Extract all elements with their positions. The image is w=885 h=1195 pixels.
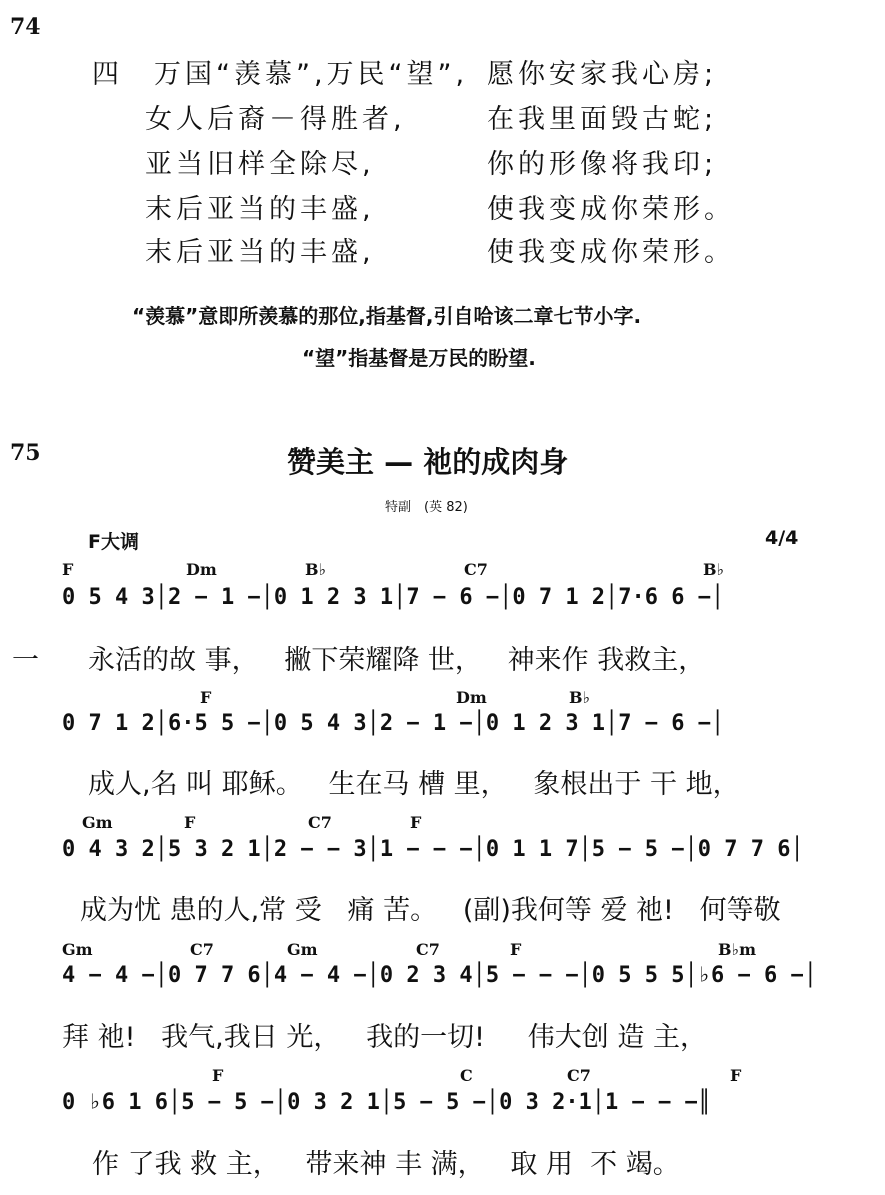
chord-symbol: Gm [82, 813, 113, 832]
chord-symbol: C7 [464, 560, 488, 579]
hymn-number: 75 [10, 440, 41, 466]
chord-symbol: C7 [567, 1066, 591, 1085]
verse-line-right: 愿你安家我心房; [487, 59, 718, 90]
verse-line-right: 使我变成你荣形。 [487, 194, 735, 225]
key-signature: F大调 [88, 531, 139, 553]
hymn-number: 74 [10, 14, 41, 40]
lyric-row: 作 了我 救 主， 带来神 丰 满， 取 用 不 竭。 [92, 1149, 680, 1180]
lyric-row: 拜 祂! 我气,我日 光， 我的一切! 伟大创 造 主， [62, 1022, 707, 1053]
chord-symbol: C7 [190, 940, 214, 959]
chord-symbol: Dm [186, 560, 217, 579]
verse-line-right: 使我变成你荣形。 [487, 237, 735, 268]
notation-row: 0 ♭6 1 6│5 − 5 −│0 3 2 1│5 − 5 −│0 3 2·1│1 − − −║ [62, 1090, 712, 1115]
chord-symbol: F [184, 813, 196, 832]
notation-row: 4 − 4 −│0 7 7 6│4 − 4 −│0 2 3 4│5 − − −│0 5 5 5│♭6 − 6 −│ [62, 963, 817, 988]
chord-symbol: F [510, 940, 522, 959]
hymn-subtitle: 特副 (英 82) [385, 500, 468, 515]
chord-symbol: F [410, 813, 422, 832]
chord-symbol: B♭ [703, 560, 725, 579]
chord-symbol: F [62, 560, 74, 579]
footnote: “望”指基督是万民的盼望. [302, 346, 536, 370]
chord-symbol: B♭ [305, 560, 327, 579]
footnote: “羡慕”意即所羡慕的那位,指基督,引自哈该二章七节小字. [132, 304, 642, 328]
chord-symbol: C [460, 1066, 473, 1085]
verse-line-right: 在我里面毁古蛇; [487, 104, 718, 135]
verse-line-left: 亚当旧样全除尽, [145, 149, 375, 180]
notation-row: 0 4 3 2│5 3 2 1│2 − − 3│1 − − −│0 1 1 7│5 − 5 −│0 7 7 6│ [62, 837, 804, 862]
chord-symbol: B♭m [718, 940, 756, 959]
chord-symbol: F [200, 688, 212, 707]
chord-symbol: F [212, 1066, 224, 1085]
verse-line-left: 末后亚当的丰盛, [145, 194, 375, 225]
verse-line-left: 女人后裔－得胜者, [145, 104, 406, 135]
hymn-title: 赞美主 — 祂的成肉身 [287, 445, 569, 479]
notation-row: 0 5 4 3│2 − 1 −│0 1 2 3 1│7 − 6 −│0 7 1 2│7·6 6 −│ [62, 585, 725, 610]
notation-row: 0 7 1 2│6·5 5 −│0 5 4 3│2 − 1 −│0 1 2 3 1│7 − 6 −│ [62, 711, 725, 736]
chord-symbol: C7 [416, 940, 440, 959]
chord-symbol: Gm [287, 940, 318, 959]
lyric-row: 成人,名 叫 耶稣。 生在马 槽 里， 象根出于 干 地， [88, 769, 740, 800]
chord-symbol: Gm [62, 940, 93, 959]
verse-number: 一 [12, 645, 39, 676]
verse-line-left: 末后亚当的丰盛, [145, 237, 375, 268]
chord-symbol: F [730, 1066, 742, 1085]
chord-symbol: B♭ [569, 688, 591, 707]
chord-symbol: Dm [456, 688, 487, 707]
verse-line-right: 你的形像将我印; [487, 149, 718, 180]
chord-symbol: C7 [308, 813, 332, 832]
time-signature: 4/4 [765, 527, 799, 549]
lyric-row: 永活的故 事， 撇下荣耀降 世， 神来作 我救主， [88, 645, 706, 676]
lyric-row: 成为忧 患的人,常 受 痛 苦。 (副)我何等 爱 祂! 何等敬 [80, 895, 781, 926]
verse-line-left: 四 万国“羡慕”,万民“望”, [92, 59, 469, 90]
